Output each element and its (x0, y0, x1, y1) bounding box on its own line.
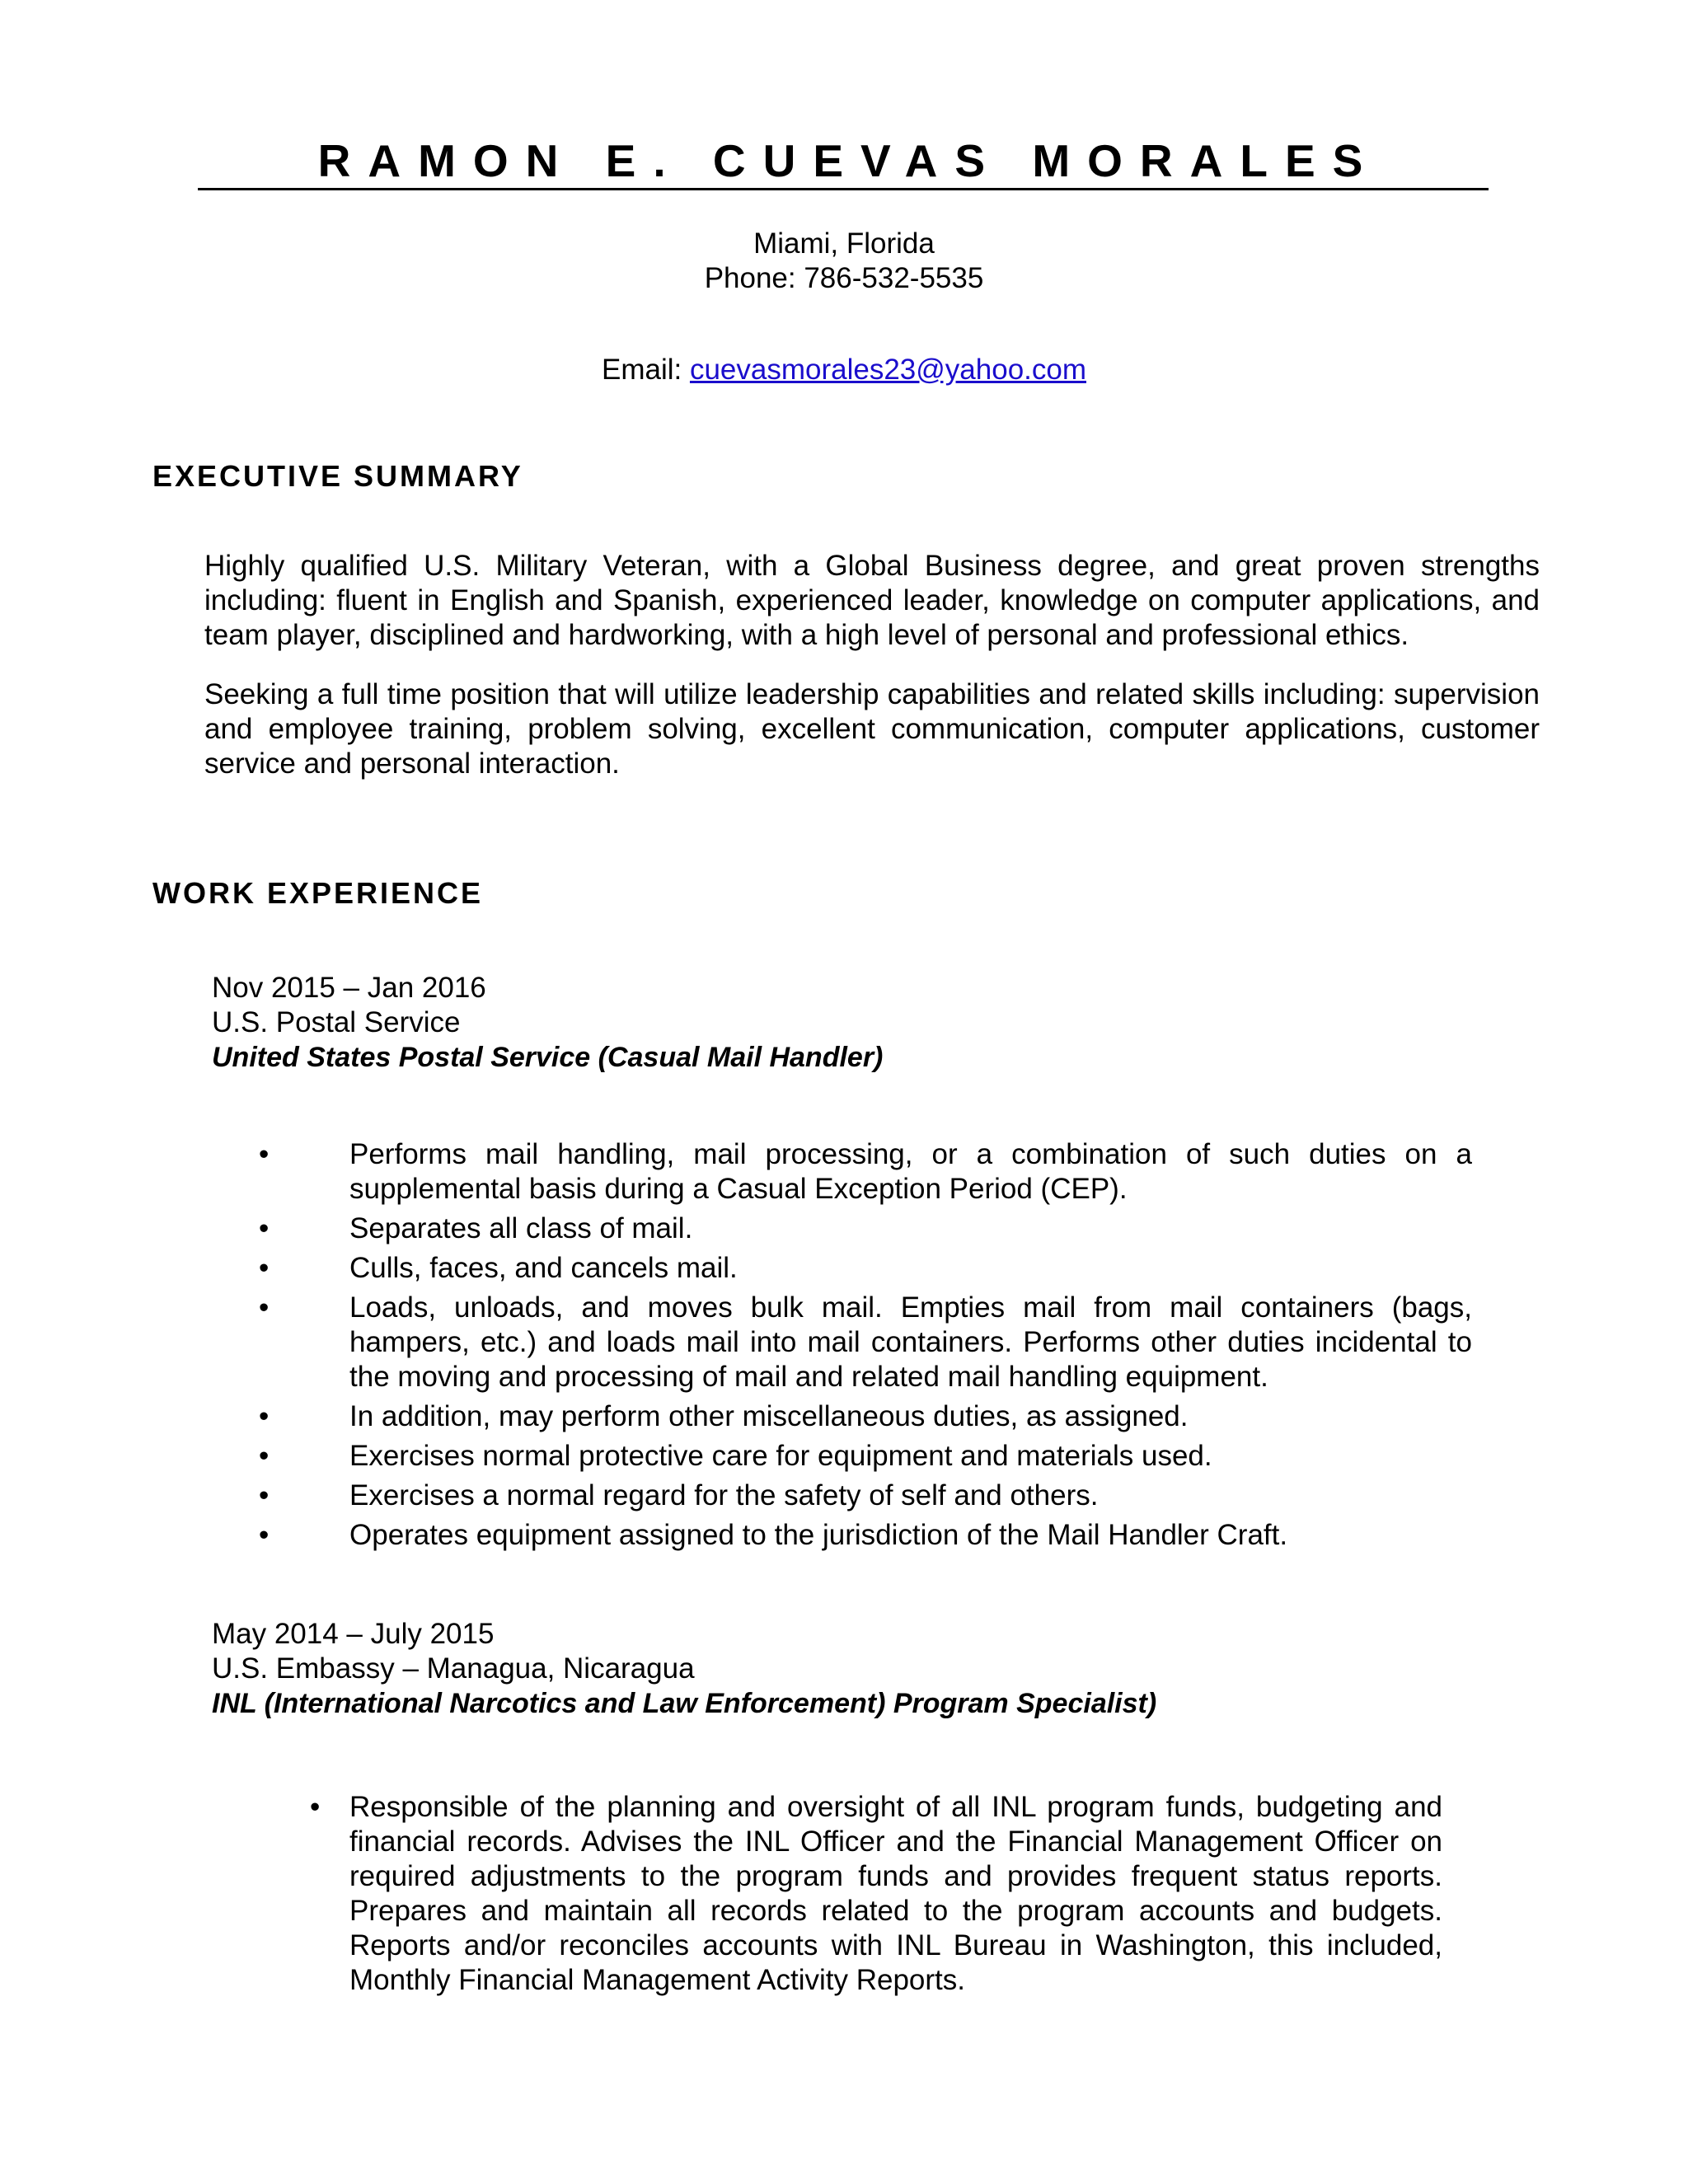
duty-text: Performs mail handling, mail processing, or a combination of such duties on a supplemental basis during a Casual Exception Period (CEP). (349, 1138, 1472, 1205)
resume-name: RAMON E. CUEVAS MORALES (317, 135, 1381, 186)
bullet-icon: • (259, 1138, 270, 1170)
job-duties-list (310, 1790, 1442, 1998)
bullet-icon: • (259, 1440, 270, 1472)
job-dates: May 2014 – July 2015 (212, 1618, 495, 1650)
duty-text: Responsible of the planning and oversight of all INL program funds, budgeting and financial records. Advises the INL Officer and the Financial Management Officer on required adjustments to the program funds and provides frequent status reports. Prepares and maintain all records related to the program accounts and budgets. Reports and/or reconciles accounts with INL Bureau in Washington, this included, Monthly Financial Management Activity Reports. (349, 1791, 1442, 1996)
job-employer: U.S. Postal Service (212, 1006, 461, 1038)
email-link[interactable]: cuevasmorales23@yahoo.com (689, 354, 1086, 386)
bullet-icon: • (259, 1400, 270, 1432)
job-employer: U.S. Embassy – Managua, Nicaragua (212, 1652, 695, 1685)
duty-text: Loads, unloads, and moves bulk mail. Empties mail from mail containers (bags, hampers, etc.) and loads mail into mail containers. Performs other duties incidental to the moving and processing of mail and related mail handling equipment. (349, 1291, 1472, 1393)
duty-text: In addition, may perform other miscellaneous duties, as assigned. (349, 1400, 1189, 1432)
list-item (259, 1399, 1472, 1434)
header-divider (198, 188, 1489, 190)
email-line (0, 352, 1688, 388)
bullet-icon: • (259, 1252, 270, 1284)
list-item (259, 1212, 1472, 1246)
list-item (259, 1518, 1472, 1553)
list-item (259, 1479, 1472, 1513)
executive-summary-heading: EXECUTIVE SUMMARY (152, 459, 523, 493)
phone: Phone: 786-532-5535 (704, 262, 984, 294)
list-item (259, 1439, 1472, 1474)
bullet-icon: • (259, 1479, 270, 1511)
bullet-icon: • (259, 1519, 270, 1551)
job-title: United States Postal Service (Casual Mail Handler) (212, 1042, 884, 1073)
bullet-icon: • (310, 1791, 321, 1823)
location: Miami, Florida (753, 227, 935, 260)
duty-text: Exercises normal protective care for equipment and materials used. (349, 1440, 1212, 1472)
list-item (259, 1137, 1472, 1207)
duty-text: Separates all class of mail. (349, 1212, 693, 1244)
duty-text: Culls, faces, and cancels mail. (349, 1252, 738, 1284)
list-item (259, 1291, 1472, 1394)
work-experience-heading: WORK EXPERIENCE (152, 876, 484, 910)
job-duties-list (259, 1137, 1472, 1558)
bullet-icon: • (259, 1291, 270, 1324)
job-title: INL (International Narcotics and Law Enforcement) Program Specialist) (212, 1688, 1157, 1719)
bullet-icon: • (259, 1212, 270, 1244)
summary-paragraph: Seeking a full time position that will utilize leadership capabilities and related skills including: supervision and employee training, problem solving, excellent communication, computer applications, customer service and personal interaction. (204, 678, 1540, 780)
job-dates: Nov 2015 – Jan 2016 (212, 972, 486, 1004)
email-label: Email: (601, 354, 690, 386)
list-item (310, 1790, 1442, 1998)
summary-paragraph: Highly qualified U.S. Military Veteran, with a Global Business degree, and great proven strengths including: fluent in English and Spanish, experienced leader, knowledge on computer applications, and team player, disciplined and hardworking, with a high level of personal and professional ethics. (204, 550, 1540, 651)
duty-text: Operates equipment assigned to the jurisdiction of the Mail Handler Craft. (349, 1519, 1288, 1551)
duty-text: Exercises a normal regard for the safety of self and others. (349, 1479, 1099, 1511)
list-item (259, 1251, 1472, 1286)
